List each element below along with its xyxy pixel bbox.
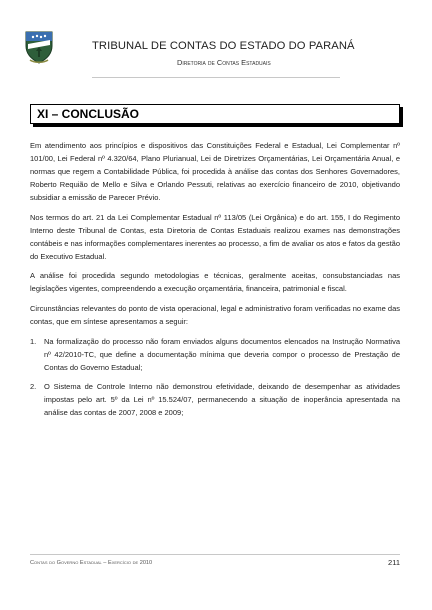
list-item	[30, 335, 400, 374]
header-divider	[92, 77, 340, 78]
parana-coat-of-arms-icon	[24, 30, 54, 64]
footer-divider	[30, 554, 400, 555]
list-item-number: 1.	[30, 336, 37, 346]
header-subtitle: Diretoria de Contas Estaduais	[177, 58, 271, 67]
footer-document-title: Contas do Governo Estadual – Exercício de 2010	[30, 560, 153, 566]
header-title: TRIBUNAL DE CONTAS DO ESTADO DO PARANÁ	[92, 40, 355, 52]
paragraph: Em atendimento aos princípios e dispositivos das Constituições Federal e Estadual, Lei Complementar nº 101/00, Lei Federal nº 4.320/64, Plano Plurianual, Lei de Diretrizes Orçamentárias, Lei Orçamentária Anual, e normas que regem a Contabilidade Pública, foi procedida à análise das contas dos Senhores Governadores, Roberto Requião de Mello e Silva e Orlando Pessuti, relativas ao exercício financeiro de 2010, objetivando subsidiar a emissão de Parecer Prévio.	[30, 141, 400, 203]
list-item	[30, 380, 400, 419]
section-heading-box	[30, 104, 400, 124]
list-item-text: O Sistema de Controle Interno não demonstrou efetividade, deixando de desempenhar as atividades impostas pelo art. 5º da Lei nº 15.524/07, permanecendo a situação de inoperância apresentada na análise das contas de 2007, 2008 e 2009;	[44, 382, 400, 418]
page-number: 211	[388, 558, 400, 567]
body-text	[30, 139, 400, 426]
paragraph: Nos termos do art. 21 da Lei Complementar Estadual nº 113/05 (Lei Orgânica) e do art. 155, I do Regimento Interno deste Tribunal de Contas, esta Diretoria de Contas Estaduais realizou exames nas demonstrações contábeis e nas informações complementares inerentes ao processo, a fim de avaliar os atos e fatos da gestão do Executivo Estadual.	[30, 212, 400, 261]
paragraph: A análise foi procedida segundo metodologias e técnicas, geralmente aceitas, consubstanciadas nas legislações vigentes, compreendendo a execução orçamentária, financeira, patrimonial e fiscal.	[30, 271, 400, 294]
list-item-text: Na formalização do processo não foram enviados alguns documentos elencados na Instrução Normativa nº 42/2010-TC, que define a documentação mínima que deveria compor o processo de Prestação de Contas do Governo Estadual;	[44, 336, 400, 372]
page-header	[22, 28, 410, 80]
list-item-number: 2.	[30, 382, 37, 392]
section-title: XI – CONCLUSÃO	[37, 107, 140, 121]
paragraph: Circunstâncias relevantes do ponto de vista operacional, legal e administrativo foram verificadas no exame das contas, que em síntese apresentamos a seguir:	[30, 304, 400, 327]
